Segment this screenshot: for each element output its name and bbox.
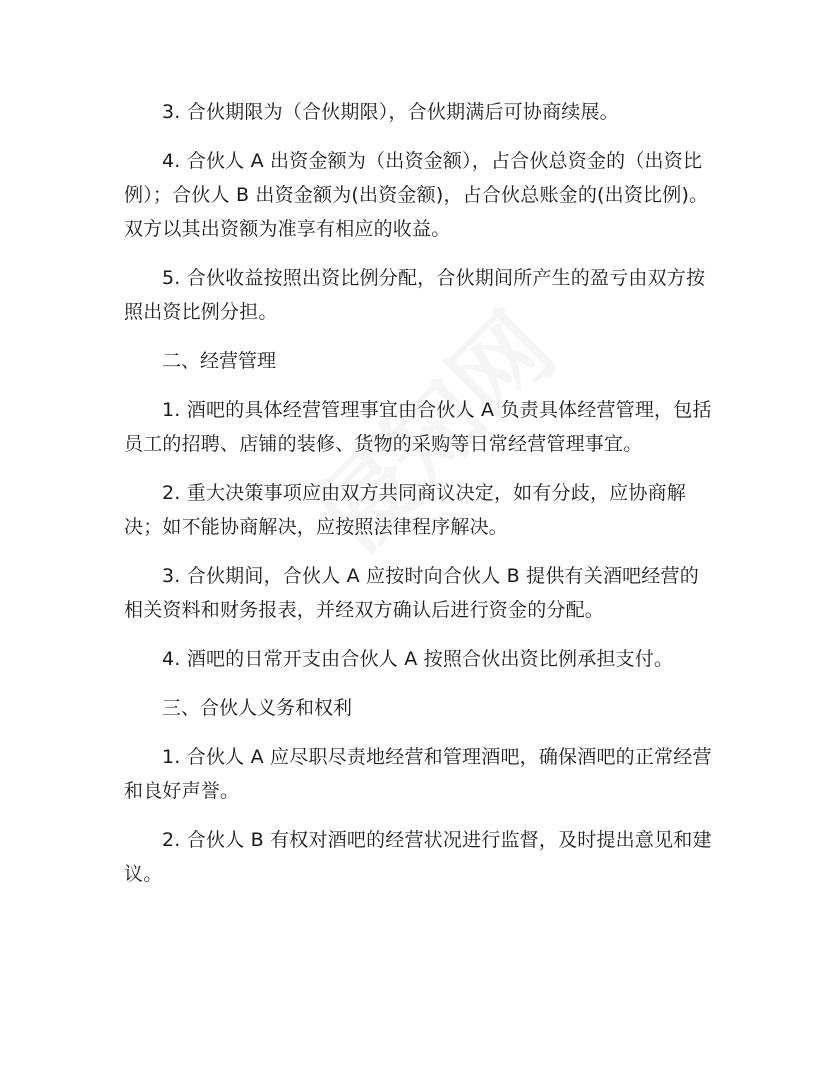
clause-management-4: 4. 酒吧的日常开支由合伙人 A 按照合伙出资比例承担支付。 [162, 648, 674, 670]
clause-term: 3. 合伙期限为（合伙期限），合伙期满后可协商续展。 [162, 101, 619, 123]
section-heading-management: 二、经营管理 [162, 350, 277, 372]
clause-duties-1: 1. 合伙人 A 应尽职尽责地经营和管理酒吧，确保酒吧的正常经营和良好声誉。 [124, 746, 712, 802]
clause-capital: 4. 合伙人 A 出资金额为（出资金额），占合伙总资金的（出资比例）；合伙人 B 出资金额为(出资金额)，占合伙总账金的(出资比例)。双方以其出资额为准享有相应的收益。 [124, 150, 709, 240]
clause-management-1: 1. 酒吧的具体经营管理事宜由合伙人 A 负责具体经营管理，包括员工的招聘、店铺的装修、货物的采购等日常经营管理事宜。 [124, 399, 712, 455]
section-heading-duties: 三、合伙人义务和权利 [162, 697, 353, 719]
clause-management-2: 2. 重大决策事项应由双方共同商议决定，如有分歧，应协商解决；如不能协商解决，应按照法律程序解决。 [124, 482, 686, 538]
clause-profit: 5. 合伙收益按照出资比例分配，合伙期间所产生的盈亏由双方按照出资比例分担。 [124, 267, 706, 323]
clause-management-3: 3. 合伙期间，合伙人 A 应按时向合伙人 B 提供有关酒吧经营的相关资料和财务报表，并经双方确认后进行资金的分配。 [124, 565, 699, 621]
document-body [124, 95, 714, 906]
clause-duties-2: 2. 合伙人 B 有权对酒吧的经营状况进行监督，及时提出意见和建议。 [124, 829, 712, 885]
